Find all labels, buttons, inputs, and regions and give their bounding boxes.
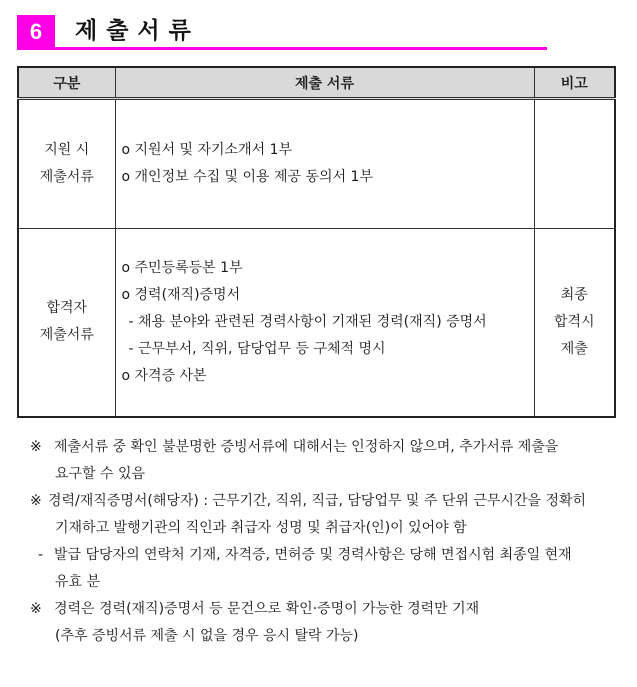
header-documents: 제출 서류 [115,67,534,99]
category-line: 제출서류 [39,327,94,344]
documents-table [17,66,616,418]
remarks-line: 최종 [560,286,588,303]
category-line: 제출서류 [39,169,94,185]
category-line: 지원 시 [44,142,90,158]
dash-mark: - [38,547,44,563]
reference-mark-icon: ※ [30,601,42,617]
section-header [17,15,547,49]
document-subitem: - 채용 분야와 관련된 경력사항이 기재된 경력(재직) 증명서 [128,313,487,330]
notes-section [30,434,622,650]
document-item: o 경력(재직)증명서 [121,286,241,303]
note-item [30,434,622,488]
note-text: 요구할 수 있음 [55,466,146,482]
note-text: 기재하고 발행기관의 직인과 취급자 성명 및 취급자(인)이 있어야 함 [55,520,467,536]
note-subitem [30,542,622,596]
category-cell [18,229,115,417]
header-remarks: 비고 [534,67,615,99]
document-subitem: - 근무부서, 직위, 담당업무 등 구체적 명시 [128,340,386,357]
documents-cell [115,99,534,229]
note-text: 제출서류 중 확인 불분명한 증빙서류에 대해서는 인정하지 않으며, 추가서류 제출을 [54,439,559,455]
remarks-line: 제출 [560,340,588,357]
section-title: 제출서류 [75,18,200,44]
remarks-cell [534,99,615,229]
remarks-line: 합격시 [553,313,595,330]
header-category: 구분 [18,67,115,99]
section-number-badge: 6 [17,15,55,48]
document-item: o 개인정보 수집 및 이용 제공 동의서 1부 [121,169,373,185]
table-row-application [18,99,615,229]
note-text: 유효 분 [55,574,101,590]
note-item [30,596,622,650]
reference-mark-icon: ※ [30,439,42,455]
section-underline [17,47,547,50]
document-item: o 자격증 사본 [121,367,207,384]
note-text: (추후 증빙서류 제출 시 없을 경우 응시 탈락 가능) [55,628,359,644]
table-header-row [18,67,615,99]
note-text: 경력/재직증명서(해당자) : 근무기간, 직위, 직급, 담당업무 및 주 단위 근무시간을 정확히 [48,493,587,509]
documents-cell [115,229,534,417]
note-text: 경력은 경력(재직)증명서 등 문건으로 확인·증명이 가능한 경력만 기재 [54,601,480,617]
document-item: o 주민등록등본 1부 [121,259,243,276]
note-item [30,488,622,542]
table-row-successful [18,229,615,417]
note-text: 발급 담당자의 연락처 기재, 자격증, 면허증 및 경력사항은 당해 면접시험 최종일 현재 [54,547,572,563]
document-item: o 지원서 및 자기소개서 1부 [121,142,293,158]
reference-mark-icon: ※ [30,493,42,509]
remarks-cell [534,229,615,417]
category-cell [18,99,115,229]
category-line: 합격자 [46,300,88,317]
